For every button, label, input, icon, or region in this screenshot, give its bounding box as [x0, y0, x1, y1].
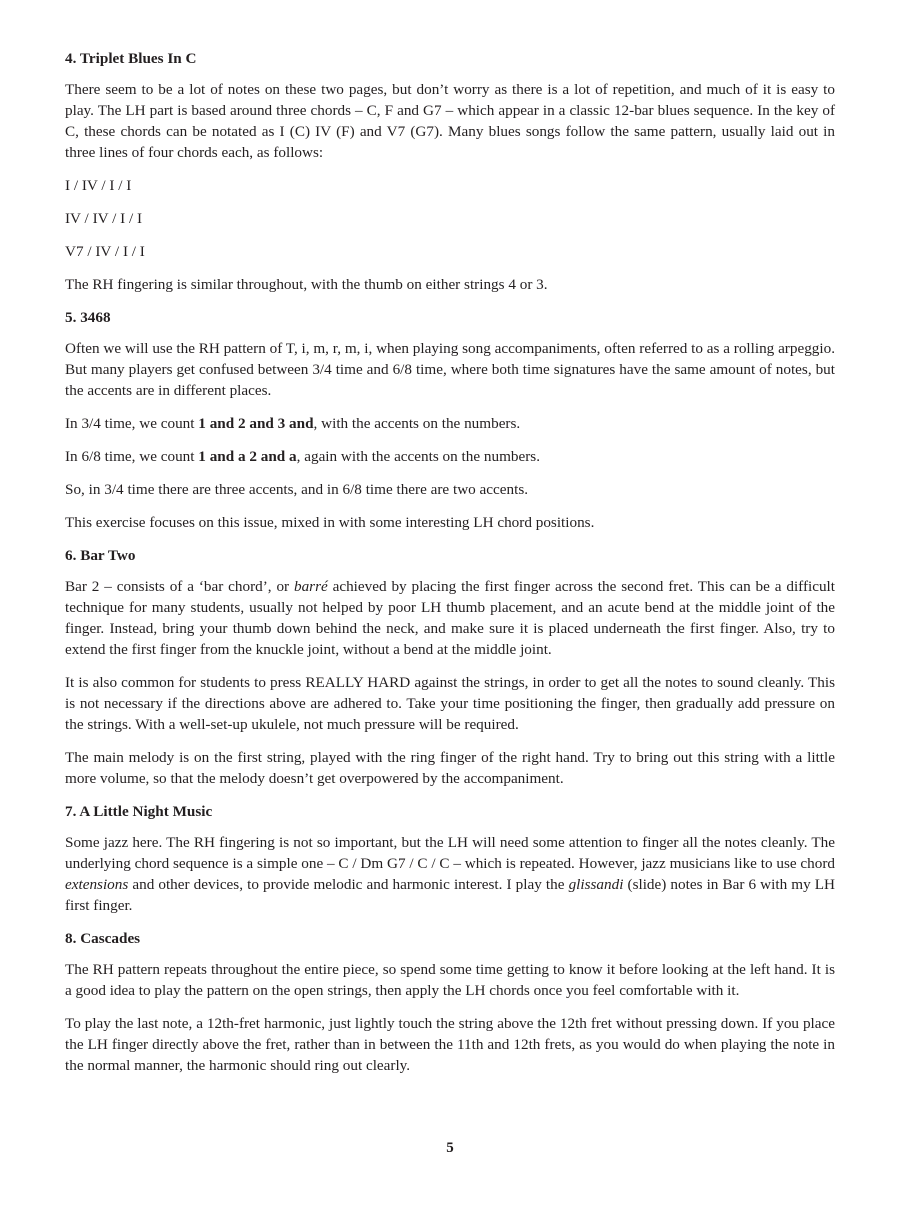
- paragraph: The RH fingering is similar throughout, with the thumb on either strings 4 or 3.: [65, 276, 548, 293]
- text: Some jazz here. The RH fingering is not so important, but the LH will need some attention to finger all the notes cleanly. The underlying chord sequence is a simple one – C / Dm G7 / C / C – which is repeated. However, jazz musicians like to use chord: [65, 834, 835, 872]
- chord-line-3: V7 / IV / I / I: [65, 243, 145, 260]
- text: , again with the accents on the numbers.: [296, 448, 540, 465]
- text: , with the accents on the numbers.: [313, 415, 521, 432]
- text: In 6/8 time, we count: [65, 448, 199, 465]
- count-pattern-3-4: 1 and 2 and 3 and: [198, 415, 314, 432]
- count-pattern-6-8: 1 and a 2 and a: [198, 448, 297, 465]
- paragraph: It is also common for students to press REALLY HARD against the strings, in order to get all the notes to sound cleanly. This is not necessary if the directions above are adhered to. Take your time positioning the finger, then gradually add pressure on the strings. With a well-set-up ukulele, not much pressure will be required.: [65, 674, 835, 733]
- section-heading-little-night-music: 7. A Little Night Music: [65, 803, 213, 820]
- paragraph: This exercise focuses on this issue, mixed in with some interesting LH chord positions.: [65, 514, 595, 531]
- section-heading-bar-two: 6. Bar Two: [65, 547, 136, 564]
- page-number: 5: [446, 1140, 454, 1156]
- paragraph: Often we will use the RH pattern of T, i, m, r, m, i, when playing song accompaniments, often referred to as a rolling arpeggio. But many players get confused between 3/4 time and 6/8 time, where both time signatures have the same amount of notes, but the accents are in different places.: [65, 340, 835, 399]
- paragraph: So, in 3/4 time there are three accents, and in 6/8 time there are two accents.: [65, 481, 529, 498]
- section-heading-triplet-blues: 4. Triplet Blues In C: [65, 50, 197, 67]
- paragraph: [65, 832, 835, 916]
- chord-line-1: I / IV / I / I: [65, 177, 132, 194]
- text: achieved by placing the first finger across the second fret. This can be a difficult technique for many students, usually not helped by poor LH thumb placement, and an acute bend at the middle joint of the finger. Instead, bring your thumb down behind the neck, and make sure it is placed underneath the first finger. Also, try to extend the first finger from the knuckle joint, without a bend at the middle joint.: [65, 578, 835, 658]
- paragraph: The RH pattern repeats throughout the entire piece, so spend some time getting to know it before looking at the left hand. It is a good idea to play the pattern on the open strings, then apply the LH chords once you feel comfortable with it.: [65, 961, 835, 999]
- italic-term: extensions: [65, 876, 129, 893]
- italic-term: barré: [293, 578, 328, 595]
- text: (slide) notes in Bar 6 with my LH first finger.: [65, 876, 835, 914]
- paragraph: There seem to be a lot of notes on these two pages, but don’t worry as there is a lot of repetition, and much of it is easy to play. The LH part is based around three chords – C, F and G7 – which appear in a classic 12-bar blues sequence. In the key of C, these chords can be notated as I (C) IV (F) and V7 (G7). Many blues songs follow the same pattern, usually laid out in three lines of four chords each, as follows:: [65, 81, 835, 161]
- paragraph: To play the last note, a 12th-fret harmonic, just lightly touch the string above the 12th fret without pressing down. If you place the LH finger directly above the fret, rather than in between the 11th and 12th frets, as you would do when playing the note in the normal manner, the harmonic should ring out clearly.: [65, 1015, 835, 1074]
- text: Bar 2 – consists of a ‘bar chord’, or: [65, 578, 294, 595]
- paragraph: [65, 446, 835, 467]
- paragraph: [65, 576, 835, 660]
- text: and other devices, to provide melodic and harmonic interest. I play the: [128, 876, 569, 893]
- italic-term: glissandi: [568, 876, 624, 893]
- paragraph: The main melody is on the first string, played with the ring finger of the right hand. Try to bring out this string with a little more volume, so that the melody doesn’t get overpowered by the accompaniment.: [65, 749, 835, 787]
- chord-line-2: IV / IV / I / I: [65, 210, 143, 227]
- section-heading-cascades: 8. Cascades: [65, 930, 141, 947]
- page-content: [65, 48, 835, 1088]
- paragraph: [65, 413, 835, 434]
- text: In 3/4 time, we count: [65, 415, 199, 432]
- section-heading-3468: 5. 3468: [65, 309, 111, 326]
